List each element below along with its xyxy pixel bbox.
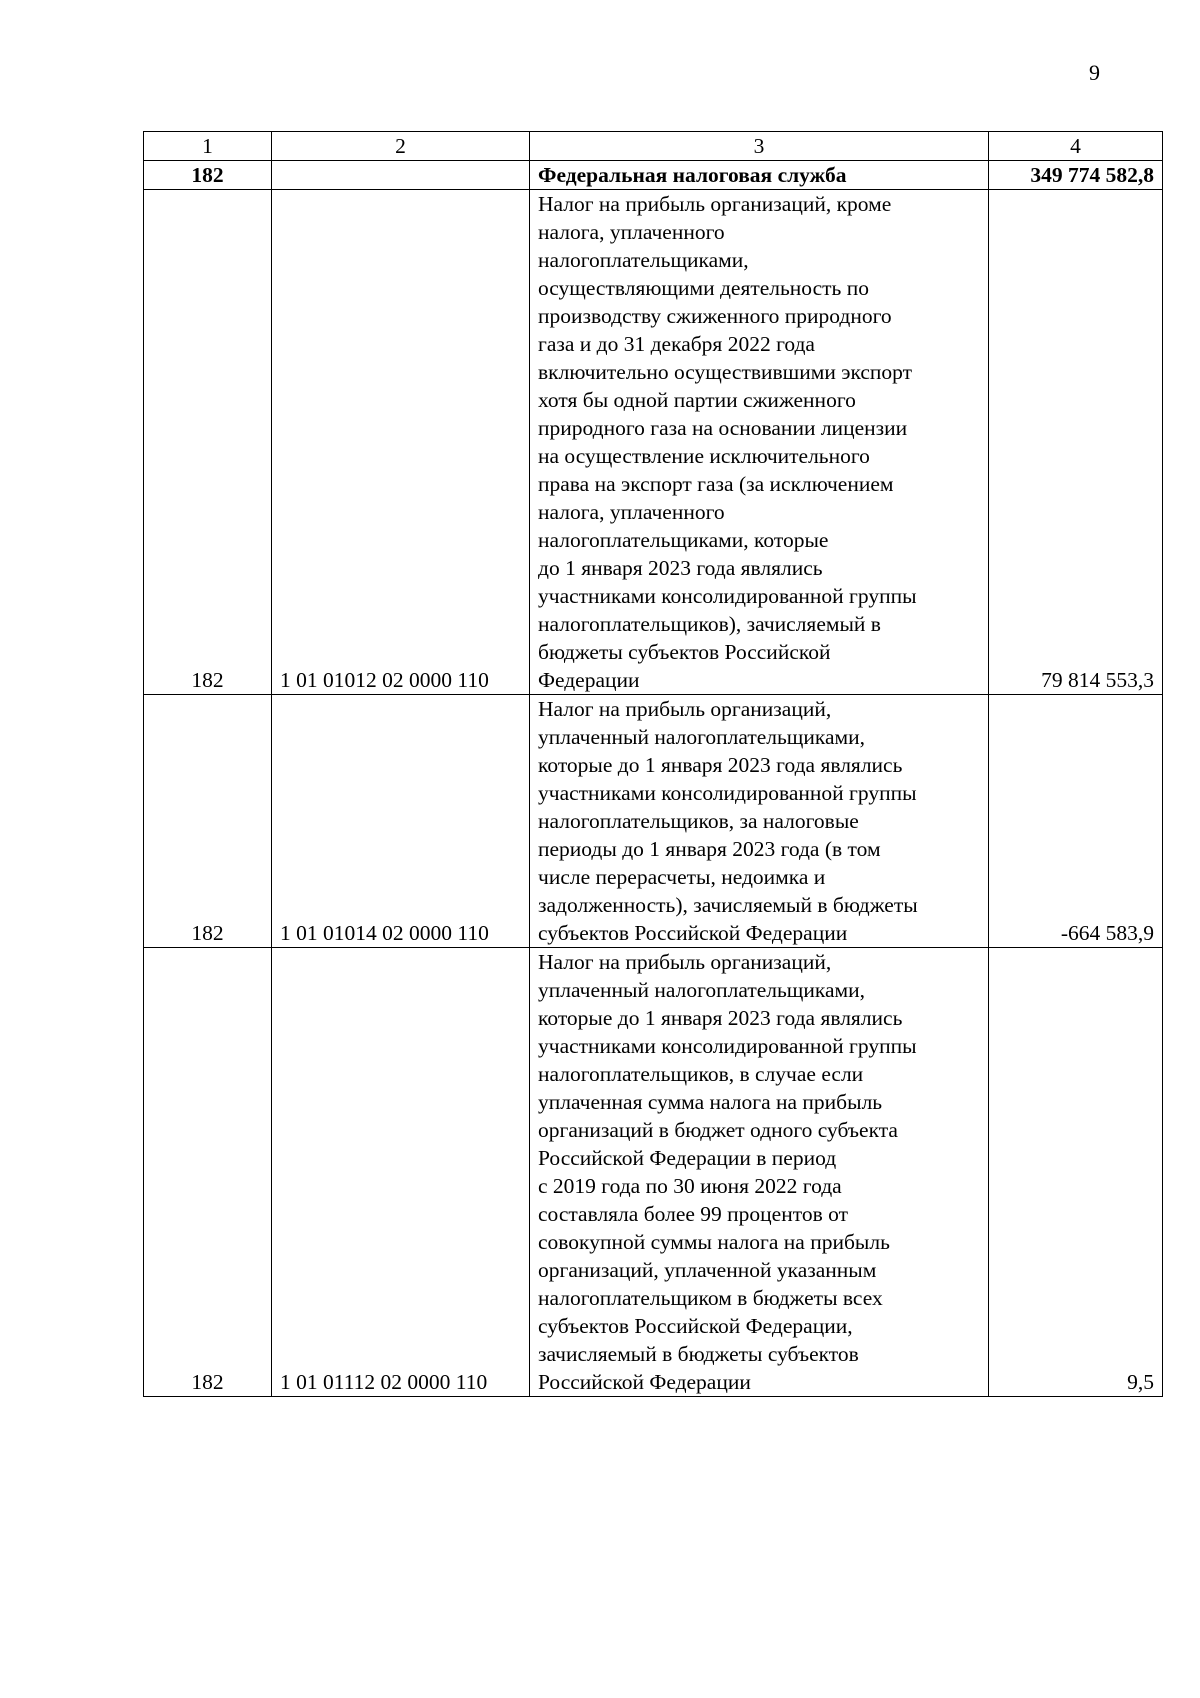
revenue-name-line: Налог на прибыль организаций, bbox=[538, 950, 832, 974]
revenue-name-line: налога, уплаченного bbox=[538, 220, 725, 244]
revenue-name-line: бюджеты субъектов Российской bbox=[538, 640, 831, 664]
revenue-name-line: уплаченная сумма налога на прибыль bbox=[538, 1090, 883, 1114]
revenue-name-line: газа и до 31 декабря 2022 года bbox=[538, 332, 815, 356]
revenue-name bbox=[530, 948, 989, 1397]
administrator-header-row bbox=[144, 161, 1163, 190]
administrator-total-amount: 349 774 582,8 bbox=[989, 161, 1163, 190]
revenue-name-line: включительно осуществившими экспорт bbox=[538, 360, 913, 384]
revenue-name-line: которые до 1 января 2023 года являлись bbox=[538, 1006, 903, 1030]
revenue-name-line: Российской Федерации bbox=[538, 1370, 751, 1394]
kbk-code: 1 01 01014 02 0000 110 bbox=[272, 695, 530, 948]
revenue-name-line: Российской Федерации в период bbox=[538, 1146, 837, 1170]
revenue-name-line: производству сжиженного природного bbox=[538, 304, 892, 328]
revenue-name-line: совокупной суммы налога на прибыль bbox=[538, 1230, 890, 1254]
revenue-name-line: до 1 января 2023 года являлись bbox=[538, 556, 823, 580]
revenue-name-line: организаций в бюджет одного субъекта bbox=[538, 1118, 898, 1142]
revenue-name-line: числе перерасчеты, недоимка и bbox=[538, 865, 826, 889]
revenue-name-line: осуществляющими деятельность по bbox=[538, 276, 869, 300]
column-number: 4 bbox=[989, 132, 1163, 161]
column-number: 3 bbox=[530, 132, 989, 161]
table-row bbox=[144, 695, 1163, 948]
revenue-name-line: которые до 1 января 2023 года являлись bbox=[538, 753, 903, 777]
column-number: 1 bbox=[144, 132, 272, 161]
table-row bbox=[144, 190, 1163, 695]
revenue-name-line: на осуществление исключительного bbox=[538, 444, 870, 468]
revenue-name-line: зачисляемый в бюджеты субъектов bbox=[538, 1342, 859, 1366]
revenue-name-line: участниками консолидированной группы bbox=[538, 1034, 917, 1058]
revenue-name-line: налогоплательщиков, за налоговые bbox=[538, 809, 859, 833]
table-row bbox=[144, 948, 1163, 1397]
revenue-name-line: составляла более 99 процентов от bbox=[538, 1202, 848, 1226]
revenue-name-line: налогоплательщиками, которые bbox=[538, 528, 829, 552]
administrator-code: 182 bbox=[144, 190, 272, 695]
revenue-name-line: участниками консолидированной группы bbox=[538, 584, 917, 608]
kbk-code: 1 01 01112 02 0000 110 bbox=[272, 948, 530, 1397]
administrator-code: 182 bbox=[144, 948, 272, 1397]
column-number: 2 bbox=[272, 132, 530, 161]
revenue-name-line: права на экспорт газа (за исключением bbox=[538, 472, 894, 496]
revenue-name-line: участниками консолидированной группы bbox=[538, 781, 917, 805]
revenue-name-line: субъектов Российской Федерации bbox=[538, 921, 848, 945]
page-number: 9 bbox=[1089, 60, 1100, 85]
revenue-name-line: субъектов Российской Федерации, bbox=[538, 1314, 853, 1338]
kbk-code bbox=[272, 161, 530, 190]
revenue-name-line: налогоплательщиков), зачисляемый в bbox=[538, 612, 881, 636]
revenue-name-line: природного газа на основании лицензии bbox=[538, 416, 908, 440]
revenue-name-line: Федерации bbox=[538, 668, 640, 692]
administrator-code: 182 bbox=[144, 695, 272, 948]
revenue-name-line: уплаченный налогоплательщиками, bbox=[538, 725, 866, 749]
revenue-name-line: с 2019 года по 30 июня 2022 года bbox=[538, 1174, 842, 1198]
revenue-name-line: налогоплательщиков, в случае если bbox=[538, 1062, 864, 1086]
revenue-name-line: периоды до 1 января 2023 года (в том bbox=[538, 837, 881, 861]
revenue-name-line: задолженность), зачисляемый в бюджеты bbox=[538, 893, 918, 917]
revenue-name-line: Налог на прибыль организаций, bbox=[538, 697, 832, 721]
revenue-name-line: налогоплательщиками, bbox=[538, 248, 749, 272]
revenue-name bbox=[530, 190, 989, 695]
administrator-code: 182 bbox=[144, 161, 272, 190]
revenue-name-line: хотя бы одной партии сжиженного bbox=[538, 388, 856, 412]
revenue-name-line: налогоплательщиком в бюджеты всех bbox=[538, 1286, 883, 1310]
kbk-code: 1 01 01012 02 0000 110 bbox=[272, 190, 530, 695]
administrator-name: Федеральная налоговая служба bbox=[530, 161, 989, 190]
revenue-amount: 9,5 bbox=[989, 948, 1163, 1397]
revenue-amount: -664 583,9 bbox=[989, 695, 1163, 948]
revenue-name-line: уплаченный налогоплательщиками, bbox=[538, 978, 866, 1002]
revenue-name-line: Налог на прибыль организаций, кроме bbox=[538, 192, 892, 216]
revenue-name-line: налога, уплаченного bbox=[538, 500, 725, 524]
revenue-table bbox=[143, 131, 1163, 1397]
revenue-name bbox=[530, 695, 989, 948]
revenue-name-line: организаций, уплаченной указанным bbox=[538, 1258, 877, 1282]
revenue-amount: 79 814 553,3 bbox=[989, 190, 1163, 695]
column-number-row bbox=[144, 132, 1163, 161]
